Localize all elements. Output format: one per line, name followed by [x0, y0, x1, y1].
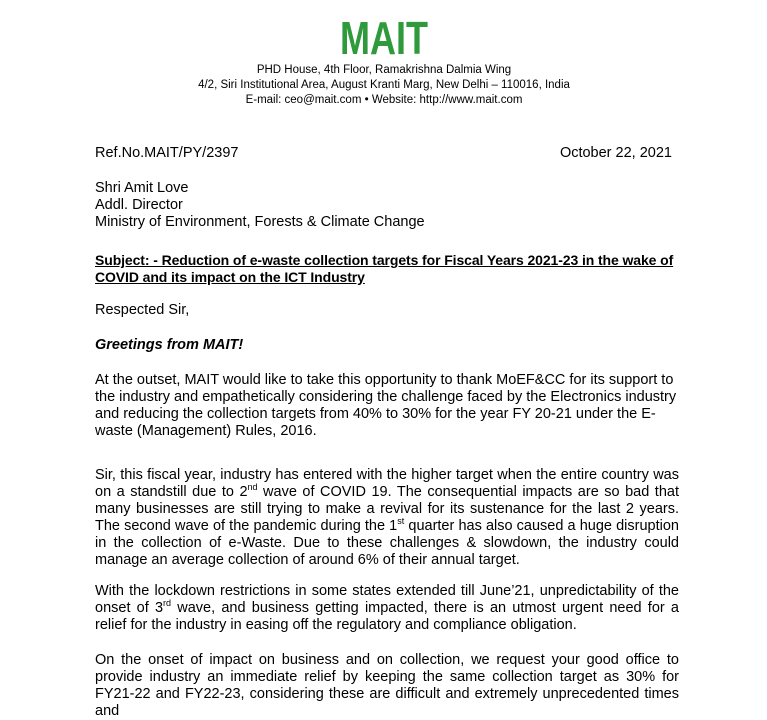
subject-line: Subject: - Reduction of e-waste collection targets for Fiscal Years 2021-23 in the wake of COVID and its impact on the ICT Industry: [95, 252, 674, 285]
letterhead-contact-line: E-mail: ceo@mait.com • Website: http://www.mait.com: [245, 94, 523, 106]
letterhead-address-line-1: PHD House, 4th Floor, Ramakrishna Dalmia Wing: [256, 64, 512, 76]
recipient-organisation: Ministry of Environment, Forests & Climate Change: [95, 214, 425, 230]
paragraph-1: At the outset, MAIT would like to take this opportunity to thank MoEF&CC for its support to the industry and empathetically considering the challenge faced by the Electronics industry and reducing the collection targets from 40% to 30% for the year FY 20-21 under the E-waste (Management) Rules, 2016.: [95, 372, 677, 439]
salutation: Respected Sir,: [95, 302, 190, 318]
paragraph-3: With the lockdown restrictions in some states extended till June’21, unpredictability of the onset of 3rd wave, and business getting impacted, there is an utmost urgent need for a relief for the industry in easing off the regulatory and compliance obligation.: [95, 583, 679, 633]
mait-logo: [339, 12, 429, 64]
paragraph-2: Sir, this fiscal year, industry has entered with the higher target when the entire country was on a standstill due to 2nd wave of COVID 19. The consequential impacts are so bad that many businesses are still trying to make a revival for its sustenance for the last 2 years. The second wave of the pandemic during the 1st quarter has also caused a huge disruption in the collection of e-Waste. Due to these challenges & slowdown, the industry could manage an average collection of around 6% of their annual target.: [95, 467, 679, 568]
greeting: Greetings from MAIT!: [95, 337, 244, 353]
letterhead-address-line-2: 4/2, Siri Institutional Area, August Kranti Marg, New Delhi – 110016, India: [198, 79, 570, 91]
recipient-title: Addl. Director: [95, 197, 183, 213]
paragraph-4: On the onset of impact on business and on collection, we request your good office to provide industry an immediate relief by keeping the same collection target as 30% for FY21-22 and FY22-23, considering these are difficult and extremely unprecedented times and: [95, 652, 679, 719]
svg-text:MAIT: MAIT: [340, 12, 428, 64]
recipient-name: Shri Amit Love: [95, 180, 189, 196]
letter-date: October 22, 2021: [559, 145, 672, 161]
reference-number: Ref.No.MAIT/PY/2397: [95, 145, 239, 161]
